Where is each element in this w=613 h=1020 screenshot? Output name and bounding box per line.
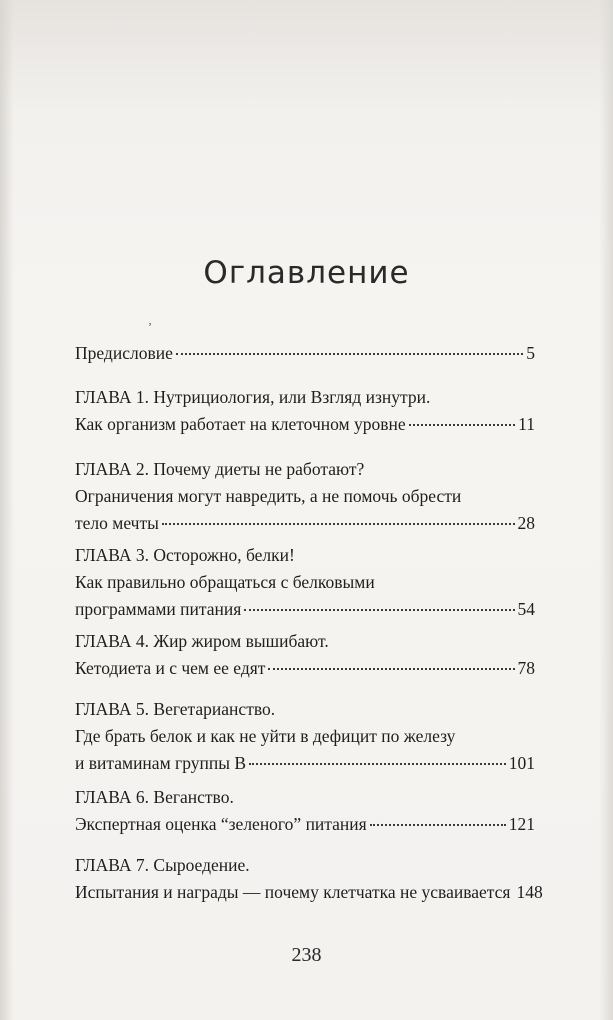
page-number: 238	[291, 944, 322, 966]
toc-line	[75, 596, 535, 623]
dot-leader	[409, 424, 516, 426]
toc-entry-chapter-4	[75, 628, 535, 682]
toc-line	[75, 411, 535, 438]
dot-leader	[268, 668, 514, 670]
chapter-subtitle: Где брать белок и как не уйти в дефицит по железу	[75, 726, 456, 746]
toc-entry-preface	[75, 340, 535, 367]
chapter-subtitle: тело мечты	[75, 513, 159, 533]
page-shading	[0, 0, 613, 110]
toc-entry-chapter-6	[75, 784, 535, 838]
chapter-subtitle: и витаминам группы В	[75, 753, 247, 773]
chapter-subtitle: Кетодиета и с чем ее едят	[75, 658, 266, 678]
chapter-subtitle: Экспертная оценка “зеленого” питания	[75, 814, 367, 834]
chapter-heading: ГЛАВА 2. Почему диеты не работают?	[75, 459, 365, 479]
chapter-subtitle: Как организм работает на клеточном уровне	[75, 414, 406, 434]
dot-leader	[244, 609, 514, 611]
toc-entry-label: Предисловие	[75, 343, 173, 363]
toc-line	[75, 811, 535, 838]
toc-page-number: 54	[517, 599, 535, 619]
chapter-heading: ГЛАВА 3. Осторожно, белки!	[75, 545, 295, 565]
toc-line	[75, 655, 535, 682]
toc-entry-chapter-5	[75, 696, 535, 777]
chapter-subtitle: программами питания	[75, 599, 242, 619]
toc-page-number: 11	[518, 414, 535, 434]
chapter-heading: ГЛАВА 5. Вегетарианство.	[75, 699, 276, 719]
toc-line	[75, 510, 535, 537]
chapter-subtitle: Как правильно обращаться с белковыми	[75, 572, 375, 592]
toc-page-number: 101	[508, 753, 535, 773]
chapter-heading: ГЛАВА 1. Нутрициология, или Взгляд изнутри.	[75, 387, 431, 407]
toc-page-number: 78	[517, 658, 535, 678]
dot-leader	[176, 353, 523, 355]
toc-entry-chapter-3	[75, 542, 535, 623]
toc-line	[75, 879, 543, 906]
toc-page-number: 28	[517, 513, 535, 533]
page-title: Оглавление	[203, 255, 410, 291]
toc-page-number: 5	[526, 343, 535, 363]
toc-line	[75, 340, 535, 367]
dot-leader	[370, 824, 506, 826]
page-edge-left	[0, 0, 14, 1020]
dot-leader	[162, 523, 515, 525]
toc-entry-chapter-1	[75, 384, 535, 438]
chapter-subtitle: Ограничения могут навредить, а не помочь обрести	[75, 486, 462, 506]
toc-page-number: 121	[508, 814, 535, 834]
chapter-heading: ГЛАВА 7. Сыроедение.	[75, 855, 250, 875]
print-mark: ʼ	[148, 320, 152, 334]
chapter-heading: ГЛАВА 6. Веганство.	[75, 787, 234, 807]
toc-line	[75, 750, 535, 777]
toc-entry-chapter-7	[75, 852, 543, 906]
chapter-subtitle: Испытания и награды — почему клетчатка не усваивается	[75, 882, 511, 902]
toc-page-number: 148	[516, 882, 543, 902]
dot-leader	[249, 763, 506, 765]
chapter-heading: ГЛАВА 4. Жир жиром вышибают.	[75, 631, 329, 651]
page-edge-right	[599, 0, 613, 1020]
toc-entry-chapter-2	[75, 456, 535, 537]
